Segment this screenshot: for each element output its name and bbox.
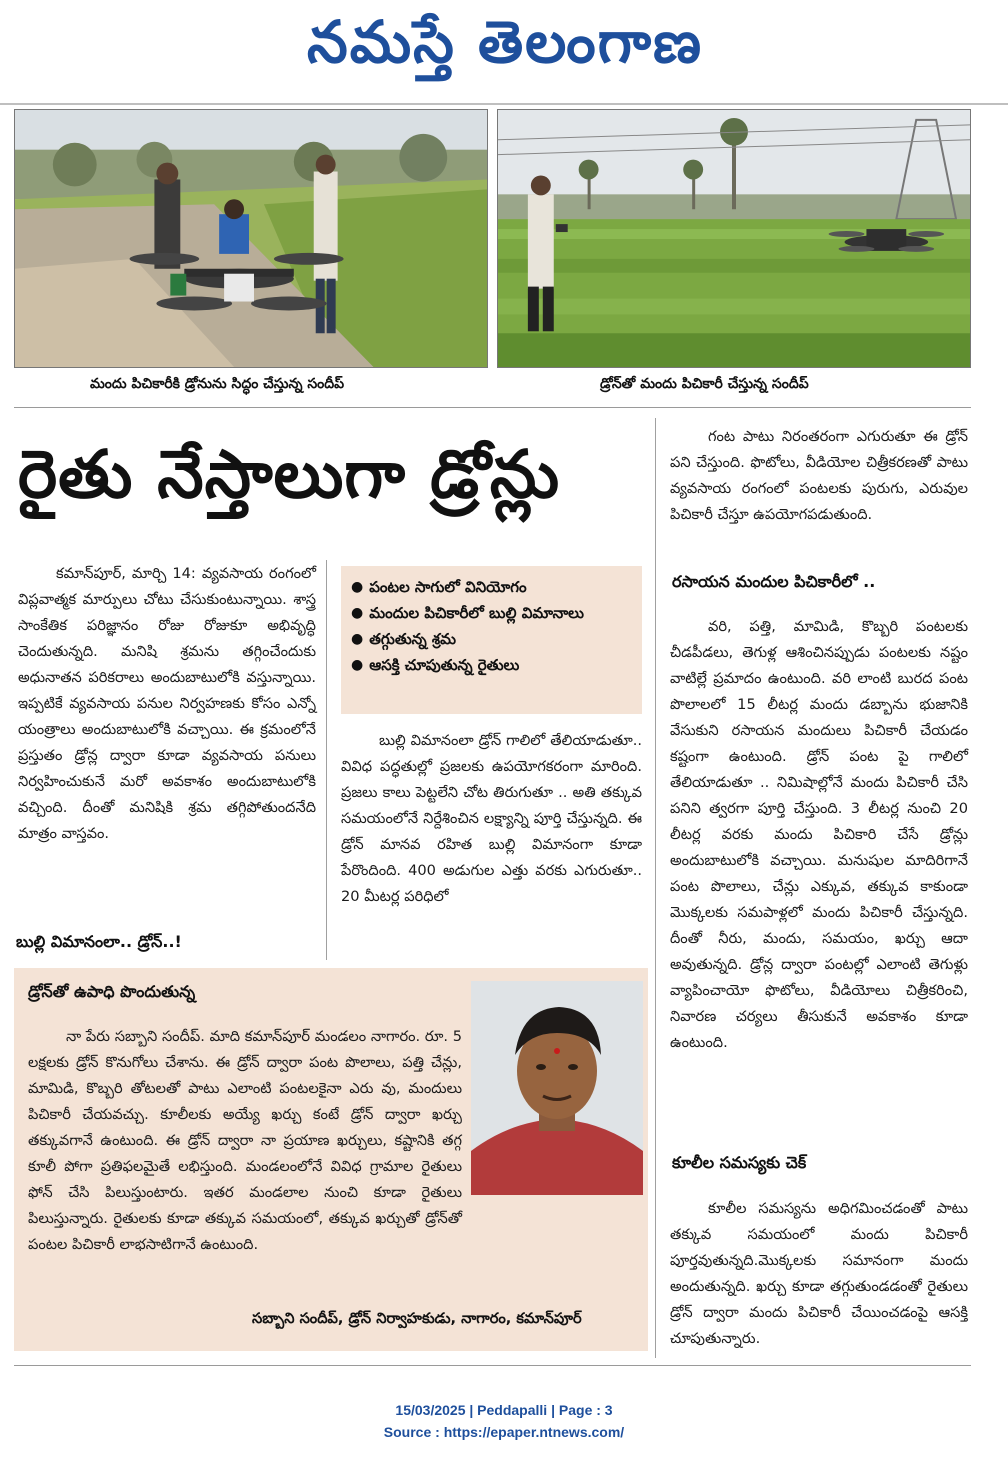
article-paragraph: కమాన్‌పూర్, మార్చి 14: వ్యవసాయ రంగంలో విప్లవాత్మక మార్పులు చోటు చేసుకుంటున్నాయి. శాస్త్ర సాంకేతిక పరిజ్ఞానం రోజు రోజుకూ అభివృద్ధి చెందుతున్నది. మనిషి శ్రమను తగ్గించేందుకు అధునాతన పరికరాలు అందుబాటులోకి వస్తున్నాయి. ఇప్పటికే వ్యవసాయ పనుల నిర్వహణకు కోసం ఎన్నో యంత్రాలు అందుబాటులోకి వచ్చాయి. ఈ క్రమంలోనే ప్రస్తుతం డ్రోన్ల ద్వారా కూడా వ్యవసాయ పనులు నిర్వహించుకునే మరో అవకాశం అందుబాటులోకి వచ్చింది. దీంతో మనిషికి శ్రమ తగ్గిపోతుందనేది మాత్రం వాస్తవం. [18, 565, 316, 842]
divider [14, 407, 971, 408]
column-divider [326, 560, 327, 960]
bullet-icon: ● [351, 579, 364, 595]
section-subhead: కూలీల సమస్యకు చెక్ [672, 1153, 807, 1172]
edition-info: 15/03/2025 | Peddapalli | Page : 3 [395, 1402, 613, 1418]
column-divider [655, 418, 656, 1358]
highlight-item: ● తగ్గుతున్న శ్రమ [351, 626, 632, 652]
interview-signature: సబ్బాని సందీప్, డ్రోన్ నిర్వాహకుడు, నాగారం, కమాన్‌పూర్ [252, 1310, 582, 1327]
article-headline: రైతు నేస్తాలుగా డ్రోన్లు [18, 436, 561, 513]
highlights-box [341, 566, 642, 714]
divider [14, 1365, 971, 1366]
article-paragraph: వరి, పత్తి, మామిడి, కొబ్బరి పంటలకు చీడపీడలు, తెగుళ్ల ఆశించినప్పుడు పంటలకు నష్టం వాటిల్లే ప్రమాదం ఉంటుంది. వరి లాంటి బురద పంట పొలాలలో 15 లీటర్ల మందు డబ్బాను భుజానికి వేసుకుని రసాయన మందులు పిచికారీ చేయడం కష్టంగా ఉంటుంది. డ్రోన్ పంట పై గాలిలో తేలియాడుతూ .. నిమిషాల్లోనే మందు పిచికారీ చేసి పనిని త్వరగా పూర్తి చేస్తుంది. 3 లీటర్ల నుంచి 20 లీటర్ల వరకు మందు పిచికారి చేసే డ్రోన్లు అందుబాటులోకి వచ్చాయి. మనుషుల మాదిరిగానే పంట పొలాలు, చేన్లు ఎక్కువ, తక్కువ కాకుండా మొక్కలకు సమపాళ్లలో మందు పిచికారీ చేస్తున్నది. దీంతో నీరు, మందు, సమయం, ఖర్చు ఆదా అవుతున్నది. డ్రోన్ల ద్వారా పంటల్లో ఎలాంటి తెగుళ్లు వ్యాపించాయో ఫొటోలు, వీడియోలు చిత్రీకరించి, నివారణ చర్యలు తీసుకునే అవకాశం కూడా ఉంటుంది. [670, 618, 968, 1051]
photo-drone-preparation [14, 109, 488, 368]
photo-caption: డ్రోన్‌తో మందు పిచికారీ చేస్తున్న సందీప్ [600, 376, 809, 392]
interview-title: డ్రోన్‌తో ఉపాధి పొందుతున్న [28, 982, 196, 1001]
highlight-item: ● ఆసక్తి చూపుతున్న రైతులు [351, 652, 632, 678]
source-link[interactable]: Source : https://epaper.ntnews.com/ [383, 1424, 625, 1440]
section-subhead: రసాయన మందుల పిచికారీలో .. [672, 572, 876, 591]
portrait-photo [471, 981, 643, 1195]
bullet-icon: ● [351, 605, 364, 621]
highlight-item: ● పంటల సాగులో వినియోగం [351, 574, 632, 600]
bullet-icon: ● [351, 657, 364, 673]
highlight-item: ● మందుల పిచికారీలో బుల్లి విమానాలు [351, 600, 632, 626]
masthead-divider [0, 103, 1008, 105]
interview-paragraph: నా పేరు సబ్బాని సందీప్. మాది కమాన్‌పూర్ మండలం నాగారం. రూ. 5 లక్షలకు డ్రోన్ కొనుగోలు చేశాను. ఈ డ్రోన్ ద్వారా పంట పొలాలు, పత్తి చేన్లు, మామిడి, కొబ్బరి తోటలతో పాటు ఎలాంటి పంటలకైనా ఎరు వు, మందులు పిచికారీ చేయవచ్చు. కూలీలకు అయ్యే ఖర్చు కంటే డ్రోన్ ద్వారా ఖర్చు తక్కువగానే ఉంటుంది. ఈ డ్రోన్ ద్వారా నా ప్రయాణ ఖర్చులు, కష్టానికి తగ్గ కూలీ పోగా ప్రతిఫలమైతే లభిస్తుంది. మండలంలోనే వివిధ గ్రామాల రైతులు ఫోన్ చేసి పిలుస్తుంటారు. ఇతర మండలాల నుంచి కూడా రైతులు పిలుస్తున్నారు. రైతులకు కూడా తక్కువ సమయంలో, తక్కువ ఖర్చుతో డ్రోన్‌తో పంటల పిచికారీ లాభసాటిగానే ఉంటుంది. [28, 1028, 462, 1253]
interview-box [14, 968, 648, 1351]
article-paragraph: కూలీల సమస్యను అధిగమించడంతో పాటు తక్కువ సమయంలో మందు పిచికారీ పూర్తవుతున్నది.మొక్కలకు సమానంగా మందు అందుతున్నది. ఖర్చు కూడా తగ్గుతుండడంతో రైతులు డ్రోన్ ద్వారా మందు పిచికారీ చేయించడంపై ఆసక్తి చూపుతున్నారు. [670, 1200, 968, 1347]
newspaper-logo: నమస్తే తెలంగాణ [307, 8, 703, 76]
bullet-icon: ● [351, 631, 364, 647]
section-subhead: బుల్లి విమానంలా.. డ్రోన్..! [16, 932, 182, 951]
masthead [0, 0, 1008, 100]
photo-drone-spraying [497, 109, 971, 368]
article-paragraph: బుల్లి విమానంలా డ్రోన్ గాలిలో తేలియాడుతూ.. వివిధ పద్ధతుల్లో ప్రజలకు ఉపయోగకరంగా మారింది. ప్రజలు కాలు పెట్టలేని చోట తిరుగుతూ .. అతి తక్కువ సమయంలోనే నిర్దేశించిన లక్ష్యాన్ని పూర్తి చేస్తున్నది. ఈ డ్రోన్ మానవ రహిత బుల్లి విమానంగా కూడా పేరొందింది. 400 అడుగుల ఎత్తు వరకు ఎగురుతూ.. 20 మీటర్ల పరిధిలో [341, 732, 642, 905]
photo-caption: మందు పిచికారీకి డ్రోనును సిద్ధం చేస్తున్న సందీప్ [90, 376, 345, 392]
article-paragraph: గంట పాటు నిరంతరంగా ఎగురుతూ ఈ డ్రోన్ పని చేస్తుంది. ఫొటోలు, వీడియోల చిత్రీకరణతో పాటు వ్యవసాయ రంగంలో పంటలకు పురుగు, ఎరువుల పిచికారీ చేస్తూ ఉపయోగపడుతుంది. [670, 428, 968, 523]
